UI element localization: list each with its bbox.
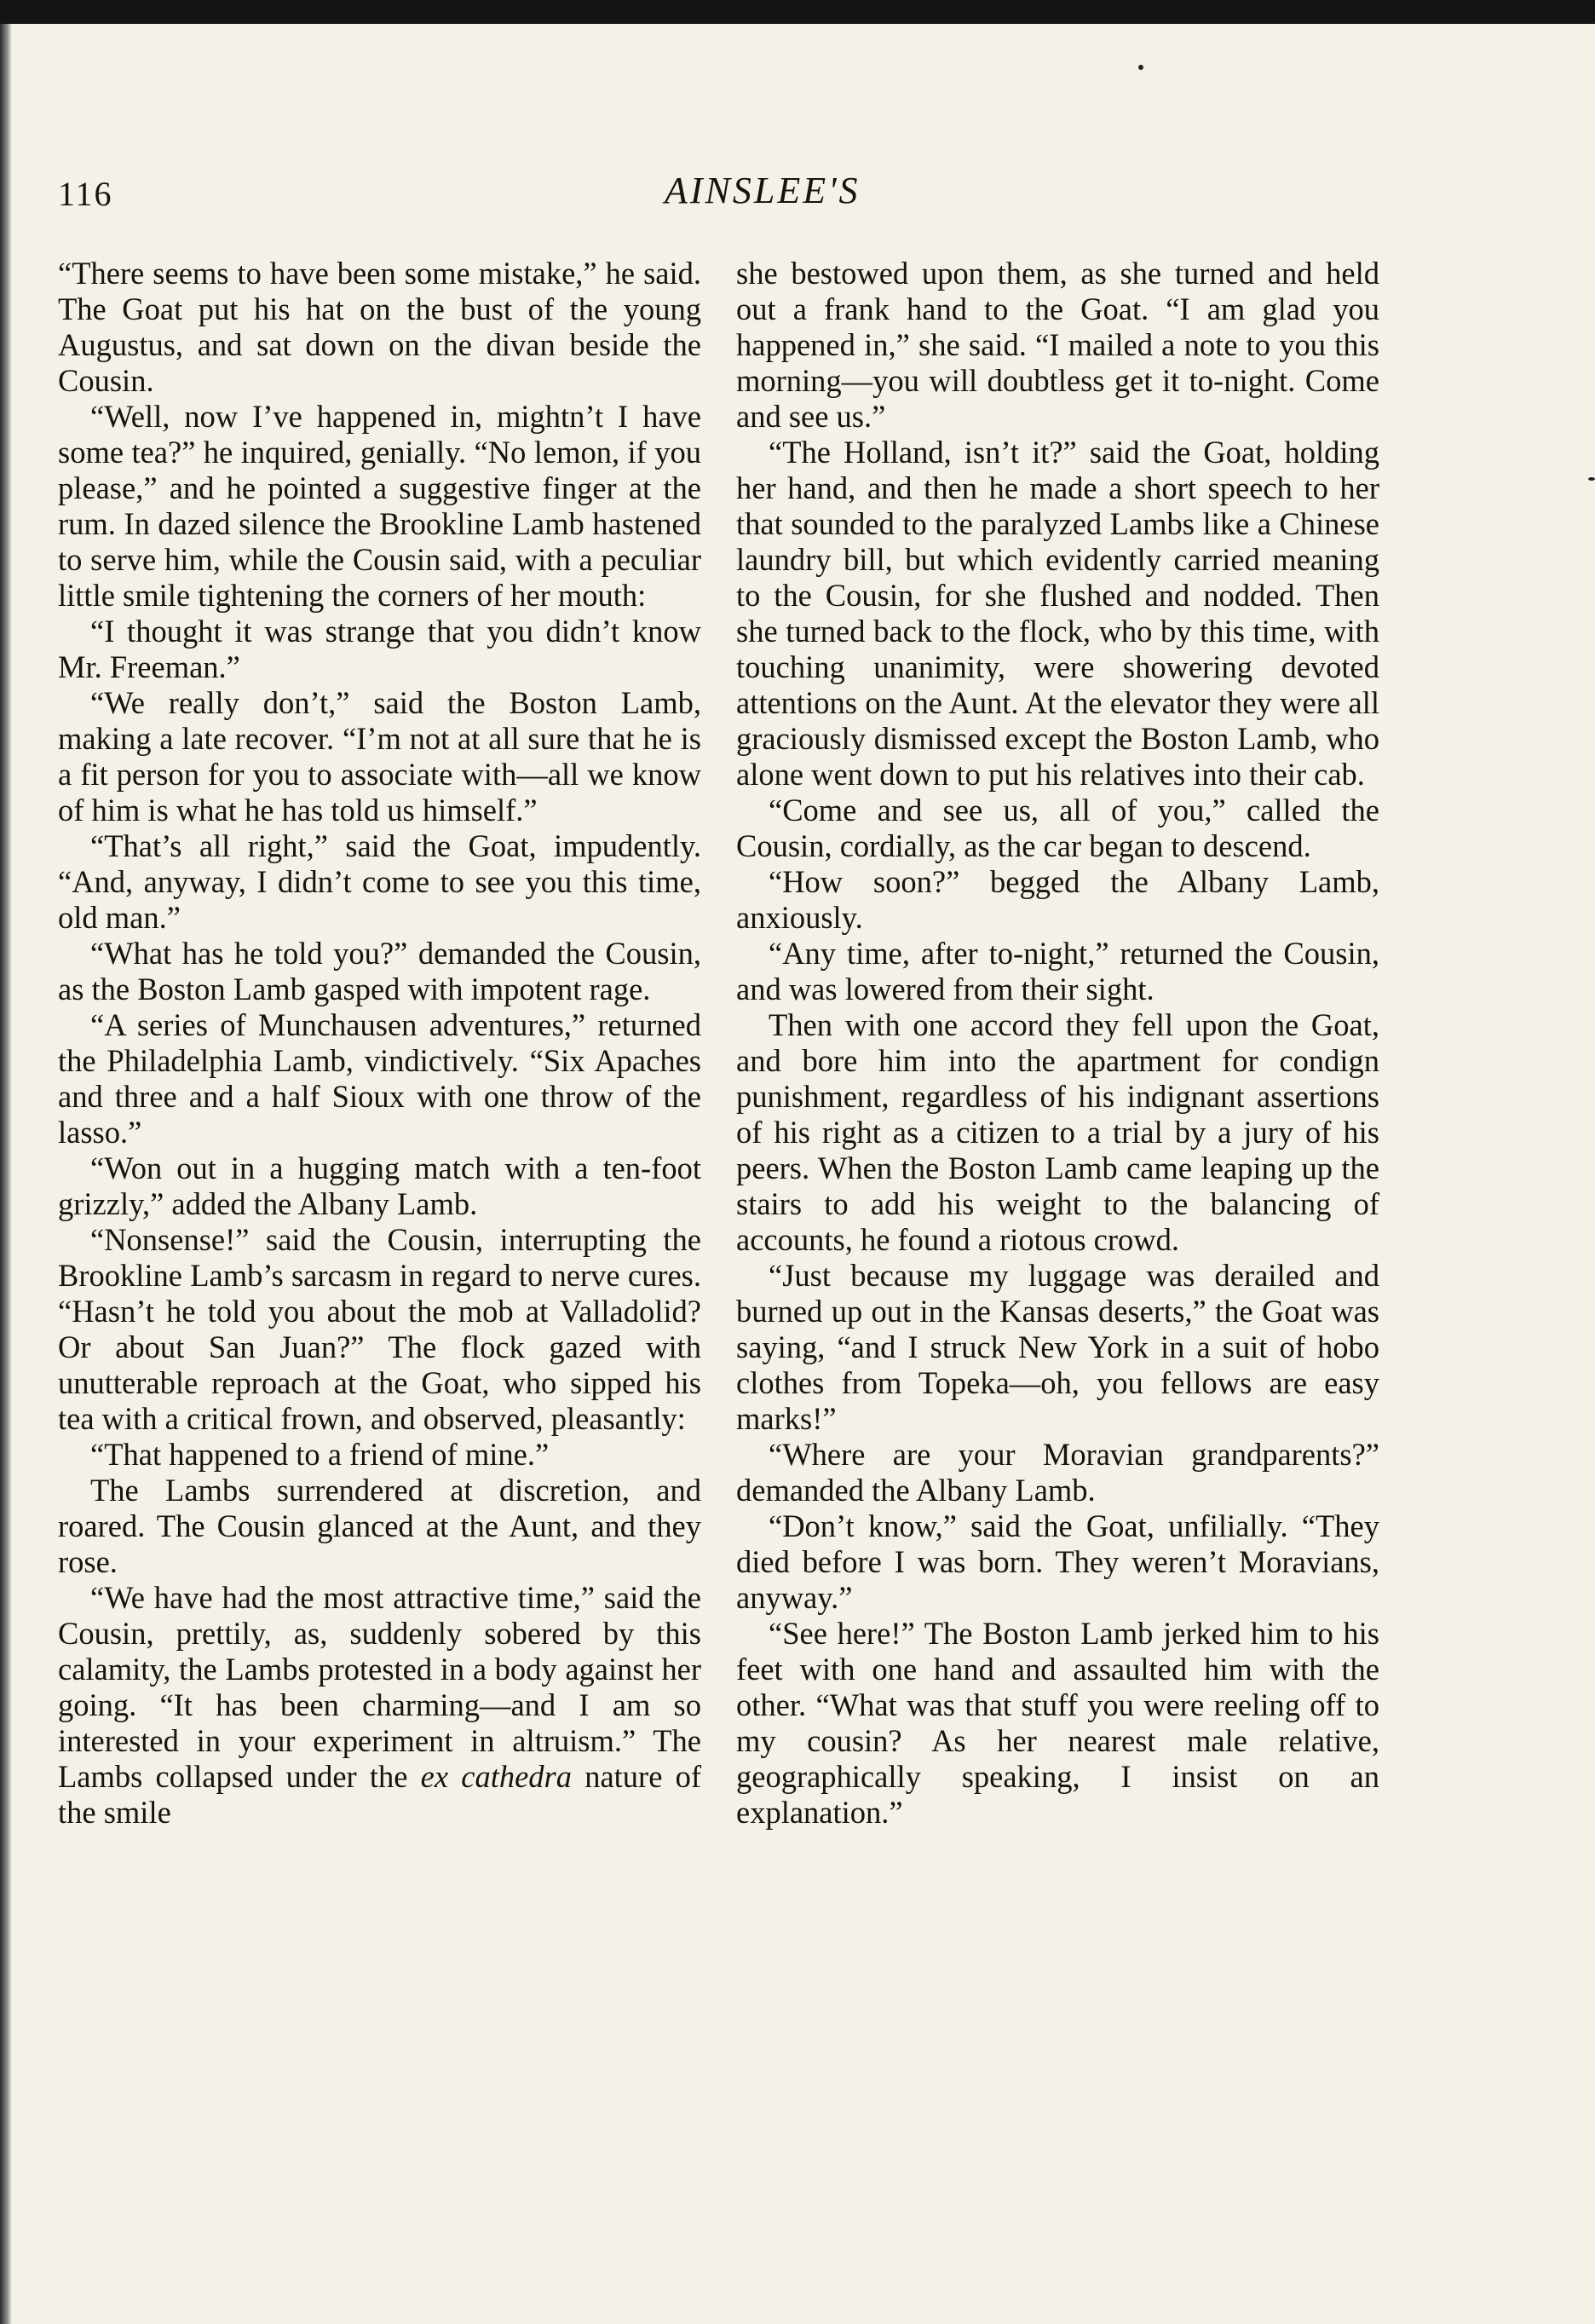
paragraph: she bestowed upon them, as she turned and held out a frank hand to the Goat. “I am glad you happened in,” she said. “I mailed a note to you this morning—you will doubtless get it to-night. Come and see us.”	[736, 256, 1379, 434]
page-number: 116	[58, 175, 113, 213]
paragraph: “What has he told you?” demanded the Cousin, as the Boston Lamb gasped with impotent rage.	[58, 936, 701, 1006]
scan-left-edge	[0, 24, 12, 2324]
paragraph: “How soon?” begged the Albany Lamb, anxiously.	[736, 864, 1379, 935]
paragraph-text: “We have had the most attractive time,” said the Cousin, prettily, as, suddenly sobered by this calamity, the Lambs protested in a body against her going. “It has been charming—and I am so interested in your experiment in altruism.” The Lambs collapsed under the	[58, 1580, 701, 1794]
ink-speck	[1588, 477, 1595, 481]
paragraph: “Well, now I’ve happened in, mightn’t I have some tea?” he inquired, genially. “No lemon, if you please,” and he pointed a suggestive finger at the rum. In dazed silence the Brookline Lamb hastened to serve him, while the Cousin said, with a peculiar little smile tightening the corners of her mouth:	[58, 399, 701, 613]
paragraph: “Don’t know,” said the Goat, unfilially. “They died before I was born. They weren’t Moravians, anyway.”	[736, 1508, 1379, 1615]
paragraph: “See here!” The Boston Lamb jerked him to his feet with one hand and assaulted him with the other. “What was that stuff you were reeling off to my cousin? As her nearest male relative, geographically speaking, I insist on an explanation.”	[736, 1616, 1379, 1830]
paragraph	[58, 1580, 701, 1831]
paragraph: “Where are your Moravian grandparents?” demanded the Albany Lamb.	[736, 1437, 1379, 1508]
paragraph: “That’s all right,” said the Goat, impudently. “And, anyway, I didn’t come to see you this time, old man.”	[58, 828, 701, 935]
paragraph-text: nature of the smile	[58, 1759, 701, 1830]
scan-top-border	[0, 0, 1595, 24]
paragraph: “Come and see us, all of you,” called the Cousin, cordially, as the car began to descend.	[736, 793, 1379, 863]
paragraph: “There seems to have been some mistake,” he said. The Goat put his hat on the bust of the young Augustus, and sat down on the divan beside the Cousin.	[58, 256, 701, 398]
right-text-column	[736, 256, 1379, 2241]
left-text-column	[58, 256, 701, 2241]
ink-speck	[1138, 65, 1143, 70]
paragraph: “We really don’t,” said the Boston Lamb, making a late recover. “I’m not at all sure that he is a fit person for you to associate with—all we know of him is what he has told us himself.”	[58, 685, 701, 828]
italic-phrase: ex cathedra	[420, 1759, 572, 1794]
paragraph: “Any time, after to-night,” returned the Cousin, and was lowered from their sight.	[736, 936, 1379, 1006]
paragraph: “That happened to a friend of mine.”	[90, 1437, 550, 1472]
paragraph: The Lambs surrendered at discretion, and roared. The Cousin glanced at the Aunt, and they rose.	[58, 1473, 701, 1579]
paragraph: “Nonsense!” said the Cousin, interrupting the Brookline Lamb’s sarcasm in regard to nerve cures. “Hasn’t he told you about the mob at Valladolid? Or about San Juan?” The flock gazed with unutterable reproach at the Goat, who sipped his tea with a critical frown, and observed, pleasantly:	[58, 1222, 701, 1436]
paragraph: “A series of Munchausen adventures,” returned the Philadelphia Lamb, vindictively. “Six Apaches and three and a half Sioux with one throw of the lasso.”	[58, 1007, 701, 1150]
paragraph: “The Holland, isn’t it?” said the Goat, holding her hand, and then he made a short speech to her that sounded to the paralyzed Lambs like a Chinese laundry bill, but which evidently carried meaning to the Cousin, for she flushed and nodded. Then she turned back to the flock, who by this time, with touching unanimity, were showering devoted attentions on the Aunt. At the elevator they were all graciously dismissed except the Boston Lamb, who alone went down to put his relatives into their cab.	[736, 435, 1379, 792]
paragraph: “Just because my luggage was derailed and burned up out in the Kansas deserts,” the Goat was saying, “and I struck New York in a suit of hobo clothes from Topeka—oh, you fellows are easy marks!”	[736, 1258, 1379, 1436]
paragraph: “I thought it was strange that you didn’t know Mr. Freeman.”	[58, 614, 701, 684]
page-header	[58, 169, 1379, 220]
paragraph: “Won out in a hugging match with a ten-foot grizzly,” added the Albany Lamb.	[58, 1150, 701, 1221]
paragraph: Then with one accord they fell upon the Goat, and bore him into the apartment for condign punishment, regardless of his indignant assertions of his right as a citizen to a trial by a jury of his peers. When the Boston Lamb came leaping up the stairs to add his weight to the balancing of accounts, he found a riotous crowd.	[736, 1007, 1379, 1257]
running-title: AINSLEE'S	[665, 170, 861, 211]
